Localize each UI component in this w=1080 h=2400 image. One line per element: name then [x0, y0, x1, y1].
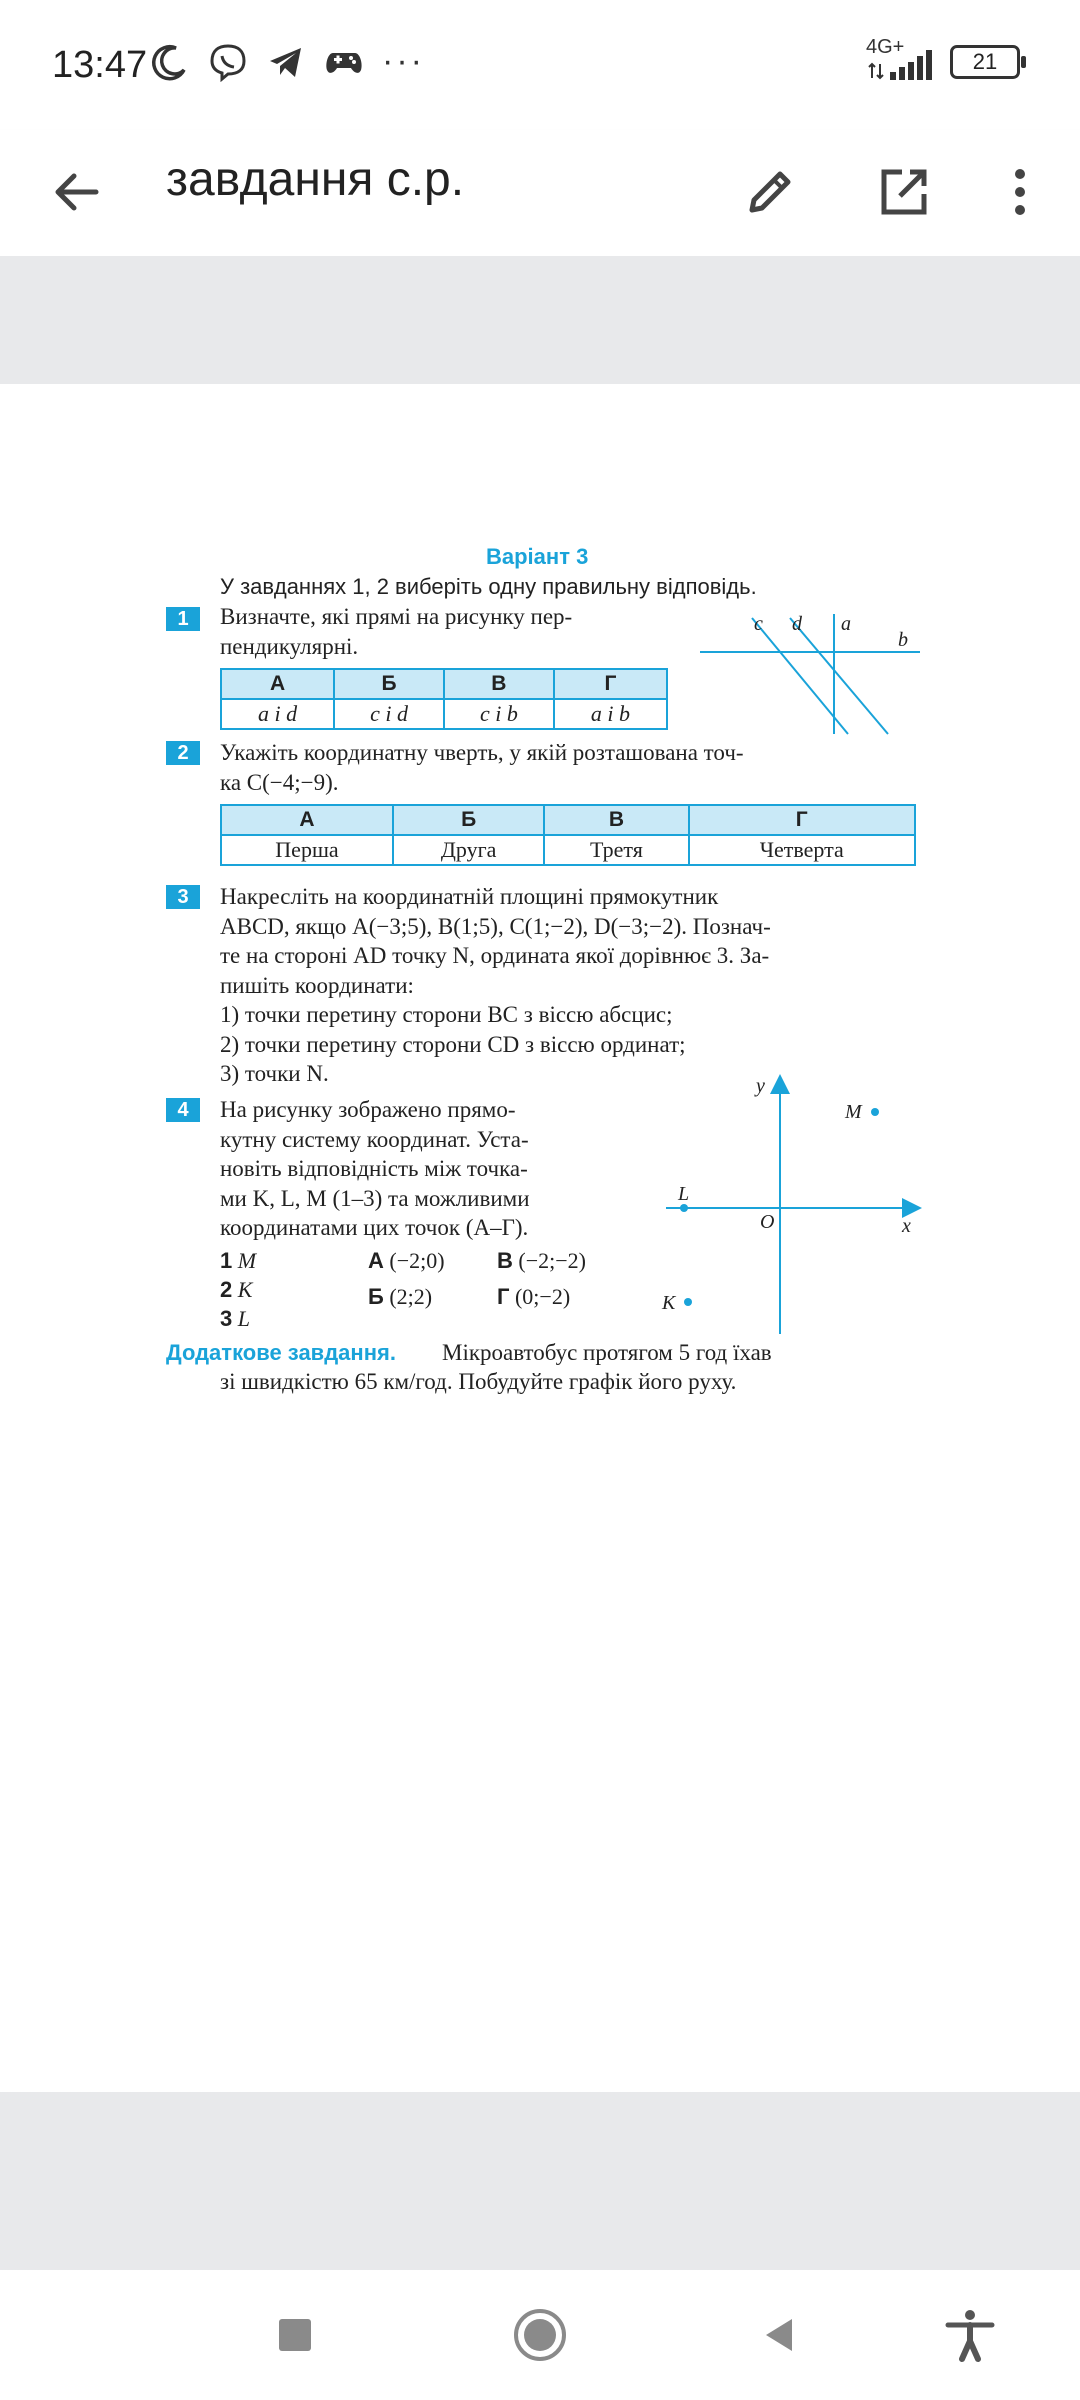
line-d: [790, 618, 888, 734]
open-external-button[interactable]: [864, 152, 944, 232]
label-b: b: [898, 629, 908, 651]
answer-header: Г: [689, 805, 915, 835]
more-menu-button[interactable]: [980, 152, 1060, 232]
app-bar: [0, 130, 1080, 256]
accessibility-button[interactable]: [935, 2300, 1005, 2370]
open-external-icon: [876, 164, 932, 220]
viber-icon: [208, 42, 248, 82]
variant-title: Варіант 3: [486, 544, 589, 569]
recent-apps-icon: [275, 2315, 315, 2355]
instruction: У завданнях 1, 2 виберіть одну правильну відповідь.: [220, 574, 757, 599]
recent-apps-button[interactable]: [260, 2300, 330, 2370]
back-icon: [758, 2313, 802, 2357]
more-notifications: ···: [382, 42, 425, 80]
viewer-background-top: [0, 256, 1080, 384]
task1-line: Визначте, які прямі на рисунку пер-: [220, 604, 573, 629]
task3-line: 1) точки перетину сторони BC з віссю абсцис;: [220, 1002, 673, 1027]
task3-line: те на стороні AD точку N, ордината якої дорівнює 3. За-: [220, 943, 770, 968]
answer-cell: Третя: [544, 835, 688, 865]
extra-task-line: Мікроавтобус протягом 5 год їхав: [442, 1340, 772, 1365]
task2-text: [220, 738, 920, 797]
task4-text: [220, 1095, 620, 1243]
task3-line: пишіть координати:: [220, 972, 414, 998]
back-arrow-icon: [50, 166, 102, 218]
task4-line: ми K, L, M (1–3) та можливими: [220, 1185, 530, 1211]
label-a: a: [841, 613, 851, 635]
task4-option: Б (2;2): [368, 1284, 433, 1309]
task4-item: 3 L: [220, 1306, 250, 1331]
task2-line: Укажіть координатну чверть, у якій розташована точ-: [220, 740, 744, 765]
home-button[interactable]: [505, 2300, 575, 2370]
extra-task-title: Додаткове завдання.: [166, 1340, 396, 1365]
edit-button[interactable]: [730, 152, 810, 232]
task1-text: [220, 602, 670, 661]
answer-header: В: [444, 669, 554, 699]
task2-line: ка C(−4;−9).: [220, 769, 339, 795]
label-c: c: [754, 613, 763, 635]
task4-item: 2 K: [220, 1277, 253, 1302]
status-time: 13:47: [52, 44, 148, 86]
task-number: 4: [166, 1098, 200, 1122]
back-nav-button[interactable]: [745, 2300, 815, 2370]
task4-option: Г (0;−2): [497, 1284, 571, 1309]
answer-header: В: [544, 805, 688, 835]
task4-line: координатами цих точок (А–Г).: [220, 1215, 529, 1240]
task1-lines-figure: [698, 608, 924, 738]
accessibility-icon: [942, 2307, 998, 2363]
task3-line: 2) точки перетину сторони CD з віссю ординат;: [220, 1031, 686, 1057]
task-number: 1: [166, 607, 200, 631]
answer-cell: a і b: [554, 699, 667, 729]
task4-line: На рисунку зображено прямо-: [220, 1097, 516, 1122]
task1-line: пендикулярні.: [220, 633, 359, 659]
gamepad-icon: [324, 42, 364, 82]
point-l: [680, 1204, 688, 1212]
task4-option: В (−2;−2): [497, 1248, 586, 1273]
task-number: 2: [166, 741, 200, 765]
x-label: x: [902, 1215, 911, 1237]
task3-line: 3) точки N.: [220, 1061, 329, 1086]
more-vert-icon: [1010, 164, 1030, 220]
task4-item: 1 M: [220, 1248, 257, 1273]
battery-indicator: 21: [950, 45, 1020, 79]
answer-cell: c і d: [334, 699, 444, 729]
signal-icon: [866, 36, 936, 82]
answer-cell: a і d: [221, 699, 334, 729]
pencil-icon: [742, 164, 798, 220]
page-title: завдання с.р.: [166, 153, 465, 206]
answer-header: Г: [554, 669, 667, 699]
extra-task-line: зі швидкістю 65 км/год. Побудуйте графік його руху.: [220, 1369, 737, 1394]
moon-icon: [150, 42, 190, 82]
point-m-label: M: [845, 1101, 862, 1123]
status-icons: [150, 42, 425, 82]
task3-text: [220, 882, 920, 1089]
task4-line: кутну систему координат. Уста-: [220, 1126, 529, 1152]
task4-option: А (−2;0): [368, 1248, 445, 1273]
label-d: d: [792, 613, 802, 635]
point-k-label: K: [662, 1292, 676, 1314]
answer-cell: Четверта: [689, 835, 915, 865]
status-right: [866, 36, 1020, 82]
point-k: [684, 1298, 692, 1306]
answer-cell: Перша: [221, 835, 393, 865]
navigation-bar: [0, 2270, 1080, 2400]
viewer-background-bottom: [0, 2092, 1080, 2270]
origin-label: O: [760, 1211, 775, 1233]
answer-header: Б: [393, 805, 544, 835]
point-m: [871, 1108, 879, 1116]
task3-line: ABCD, якщо A(−3;5), B(1;5), C(1;−2), D(−3;−2). Познач-: [220, 913, 771, 939]
task-number: 3: [166, 885, 200, 909]
answer-header: А: [221, 805, 393, 835]
status-bar: [0, 0, 1080, 130]
telegram-icon: [266, 42, 306, 82]
network-type: 4G+: [866, 36, 905, 58]
task4-coordinate-figure: [650, 1072, 926, 1338]
task4-line: новіть відповідність між точка-: [220, 1156, 528, 1181]
task3-line: Накресліть на координатній площині прямокутник: [220, 884, 719, 909]
home-icon: [512, 2307, 568, 2363]
answer-cell: Друга: [393, 835, 544, 865]
point-l-label: L: [678, 1183, 690, 1205]
answer-header: А: [221, 669, 334, 699]
back-button[interactable]: [36, 152, 116, 232]
y-label: y: [756, 1075, 765, 1097]
answer-header: Б: [334, 669, 444, 699]
task1-answer-table: [220, 668, 668, 730]
answer-cell: c і b: [444, 699, 554, 729]
task2-answer-table: [220, 804, 916, 866]
